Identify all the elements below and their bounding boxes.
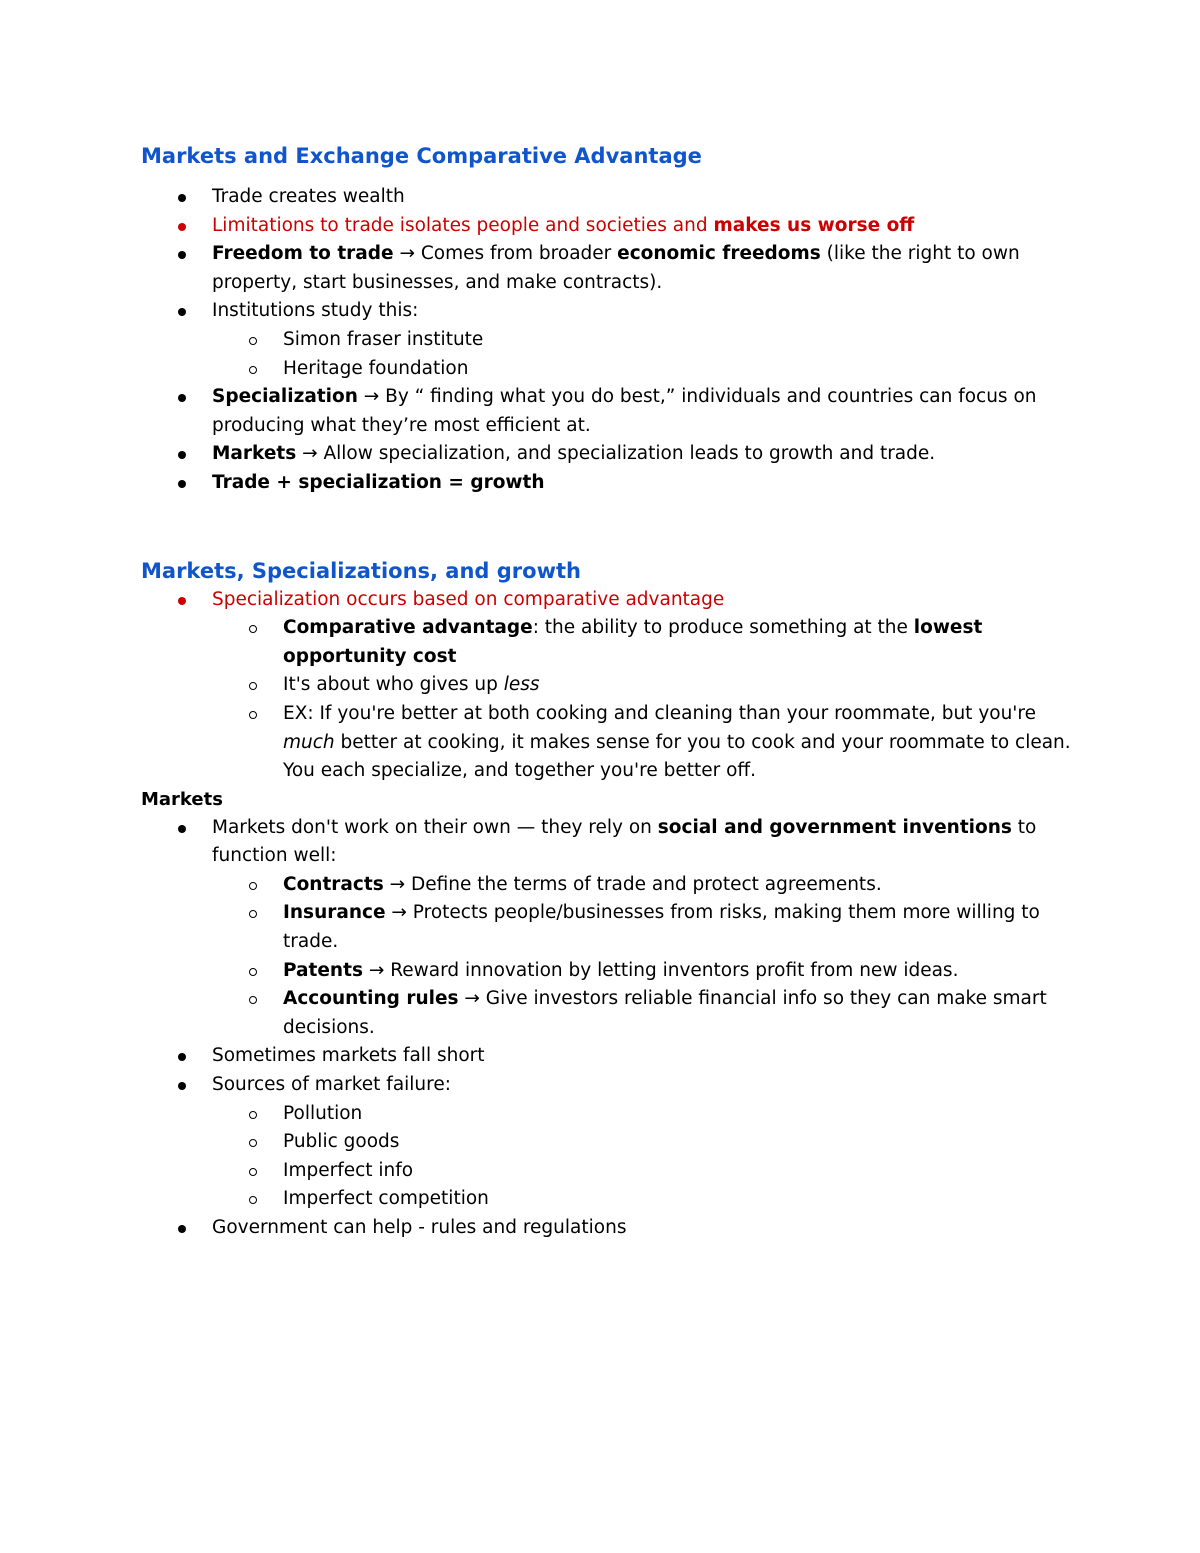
item-term: Patents bbox=[283, 959, 363, 981]
item-term: Insurance bbox=[283, 902, 386, 924]
item-text: Sometimes markets fall short bbox=[212, 1045, 485, 1067]
item-text: Specialization occurs based on comparative advantage bbox=[212, 588, 725, 610]
item-text: → Comes from broader bbox=[393, 243, 618, 265]
item-text: It's about who gives up bbox=[283, 674, 504, 696]
sub-list-container bbox=[141, 871, 1071, 1043]
list-item bbox=[141, 383, 1071, 440]
bullet-circle-icon bbox=[249, 366, 257, 374]
list-item bbox=[141, 297, 1071, 326]
item-text: to function well: bbox=[212, 816, 1037, 867]
bullet-dot-icon bbox=[178, 1082, 186, 1090]
item-term: social and government inventions bbox=[657, 816, 1012, 838]
sub-list bbox=[212, 326, 1071, 383]
bullet-dot-icon bbox=[178, 1225, 186, 1233]
item-term: Trade + specialization = growth bbox=[212, 471, 545, 493]
bullet-list bbox=[141, 814, 1071, 1243]
list-item bbox=[141, 1214, 1071, 1243]
bullet-dot-icon bbox=[178, 223, 186, 231]
item-text: Institutions study this: bbox=[212, 300, 419, 322]
bullet-dot-icon bbox=[178, 394, 186, 402]
sub-list-item bbox=[212, 614, 1071, 671]
bullet-dot-icon bbox=[178, 194, 186, 202]
bullet-circle-icon bbox=[249, 996, 257, 1004]
bullet-circle-icon bbox=[249, 1168, 257, 1176]
item-term: Contracts bbox=[283, 873, 384, 895]
sub-list-item bbox=[212, 871, 1071, 900]
list-item bbox=[141, 469, 1071, 498]
sub-list-item bbox=[212, 1128, 1071, 1157]
item-term: Markets bbox=[212, 443, 297, 465]
bullet-dot-icon bbox=[178, 451, 186, 459]
item-text: Heritage foundation bbox=[283, 357, 469, 379]
sub-list-item bbox=[212, 1100, 1071, 1129]
item-text: (like the right to own property, start businesses, and make contracts). bbox=[212, 243, 1020, 293]
section-heading-markets: Markets bbox=[141, 788, 223, 810]
bullet-list bbox=[141, 586, 1071, 786]
item-text: EX: If you're better at both cooking and cleaning than your roommate, but you're bbox=[283, 702, 1036, 724]
list-item bbox=[141, 212, 1071, 241]
item-text: Trade creates wealth bbox=[212, 186, 405, 207]
bullet-circle-icon bbox=[249, 1196, 257, 1204]
bullet-circle-icon bbox=[249, 711, 257, 719]
item-text: → By “ finding what you do best,” individuals and countries can focus on producing what they’re most efficient at. bbox=[212, 386, 1037, 436]
sub-list-item bbox=[212, 326, 1071, 355]
sub-list-item bbox=[212, 1185, 1071, 1214]
item-emphasis: much bbox=[283, 731, 335, 753]
item-text: : the ability to produce something at the bbox=[532, 617, 914, 639]
list-item bbox=[141, 183, 1071, 212]
bullet-circle-icon bbox=[249, 682, 257, 690]
bullet-circle-icon bbox=[249, 1139, 257, 1147]
section-heading-markets-exchange: Markets and Exchange Comparative Advantage bbox=[141, 144, 702, 168]
sub-list-container bbox=[141, 614, 1071, 786]
section-heading-specializations-growth: Markets, Specializations, and growth bbox=[141, 558, 581, 583]
list-item bbox=[141, 240, 1071, 297]
bullet-list bbox=[141, 183, 1071, 498]
sub-list-container bbox=[141, 326, 1071, 383]
item-emphasis: makes us worse off bbox=[713, 214, 915, 236]
bullet-dot-icon bbox=[178, 480, 186, 488]
item-term: economic freedoms bbox=[617, 243, 821, 265]
bullet-dot-icon bbox=[178, 251, 186, 259]
bullet-circle-icon bbox=[249, 625, 257, 633]
sub-list-container bbox=[141, 1100, 1071, 1214]
item-text: Government can help - rules and regulations bbox=[212, 1217, 627, 1238]
sub-list bbox=[212, 871, 1071, 1043]
item-text: better at cooking, it makes sense for you to cook and your roommate to clean. You each specialize, and together you're better off. bbox=[283, 731, 1071, 782]
bullet-dot-icon bbox=[178, 825, 186, 833]
list-item bbox=[141, 1071, 1071, 1100]
item-term: Accounting rules bbox=[283, 988, 459, 1010]
sub-list-item bbox=[212, 355, 1071, 384]
item-text: → Define the terms of trade and protect agreements. bbox=[383, 873, 882, 895]
item-term: Specialization bbox=[212, 386, 358, 408]
item-text: Imperfect competition bbox=[283, 1188, 489, 1210]
sub-list bbox=[212, 1100, 1071, 1214]
sub-list-item bbox=[212, 1157, 1071, 1186]
bullet-circle-icon bbox=[249, 337, 257, 345]
list-item bbox=[141, 1042, 1071, 1071]
item-text: → Protects people/businesses from risks, making them more willing to trade. bbox=[283, 902, 1040, 953]
bullet-circle-icon bbox=[249, 1111, 257, 1119]
item-text: Sources of market failure: bbox=[212, 1074, 451, 1096]
sub-list-item bbox=[212, 671, 1071, 700]
sub-list bbox=[212, 614, 1071, 786]
item-term: lowest opportunity cost bbox=[283, 617, 983, 667]
bullet-dot-icon bbox=[178, 597, 186, 605]
sub-list-item bbox=[212, 957, 1071, 986]
item-term: Freedom to trade bbox=[212, 243, 394, 265]
document-body bbox=[141, 141, 1071, 1243]
bullet-dot-icon bbox=[178, 308, 186, 316]
sub-list-item bbox=[212, 700, 1071, 786]
item-text: → Allow specialization, and specialization leads to growth and trade. bbox=[296, 443, 936, 465]
item-text: Public goods bbox=[283, 1131, 400, 1153]
sub-list-item bbox=[212, 985, 1071, 1042]
bullet-circle-icon bbox=[249, 910, 257, 918]
bullet-circle-icon bbox=[249, 968, 257, 976]
bullet-dot-icon bbox=[178, 1053, 186, 1061]
item-term: Comparative advantage bbox=[283, 617, 533, 639]
bullet-circle-icon bbox=[249, 882, 257, 890]
item-text: Pollution bbox=[283, 1102, 363, 1124]
item-text: Markets don't work on their own — they rely on bbox=[212, 816, 658, 838]
sub-list-item bbox=[212, 899, 1071, 956]
list-item bbox=[141, 814, 1071, 871]
item-text: → Reward innovation by letting inventors profit from new ideas. bbox=[362, 959, 959, 981]
list-item bbox=[141, 440, 1071, 469]
item-text: → Give investors reliable financial info so they can make smart decisions. bbox=[283, 988, 1047, 1038]
item-text: Imperfect info bbox=[283, 1159, 414, 1181]
item-emphasis: less bbox=[503, 674, 540, 696]
item-text: Simon fraser institute bbox=[283, 328, 484, 350]
list-item bbox=[141, 586, 1071, 615]
item-text: Limitations to trade isolates people and societies and bbox=[212, 214, 714, 236]
